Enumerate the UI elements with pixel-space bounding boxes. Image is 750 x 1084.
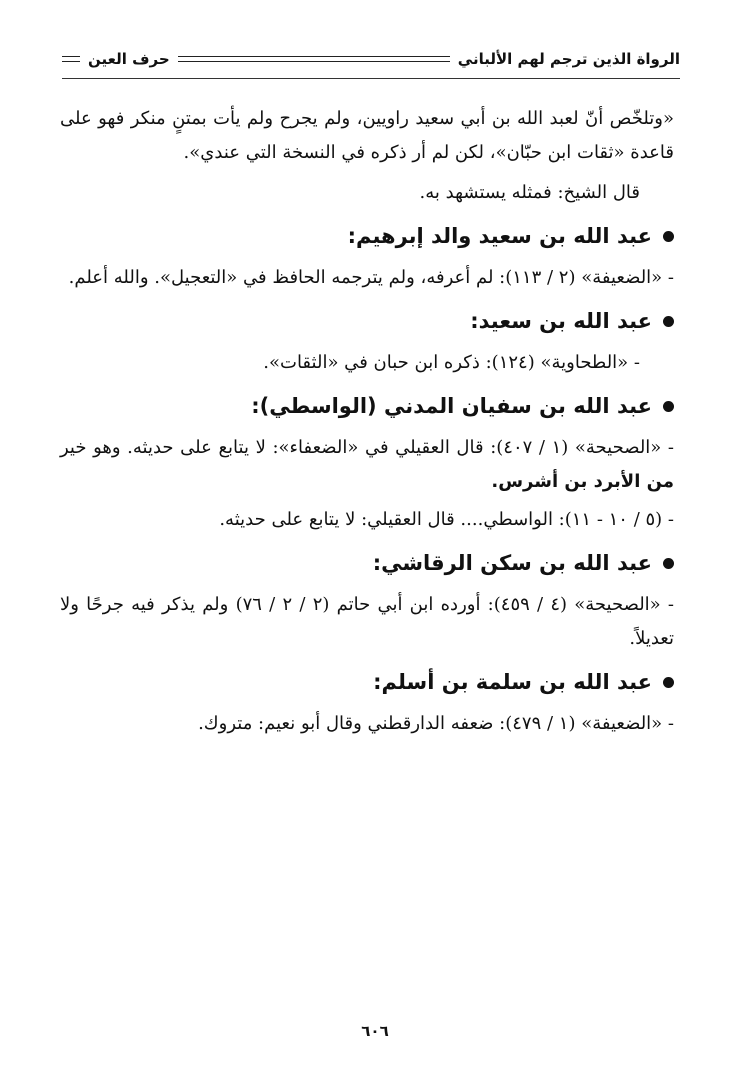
page-body <box>60 102 674 741</box>
entry-heading <box>60 546 674 580</box>
bullet-icon <box>663 231 674 242</box>
entry-line <box>60 431 674 499</box>
book-title: الرواة الذين ترجم لهم الألباني <box>457 50 680 68</box>
bullet-icon <box>663 316 674 327</box>
narrator-name: عبد الله بن سعيد والد إبرهيم: <box>347 224 652 248</box>
entry-heading <box>60 389 674 423</box>
header-tail-rule <box>62 56 80 62</box>
bullet-icon <box>663 401 674 412</box>
page-number: ٦٠٦ <box>361 1022 389 1040</box>
entry-line: - «الضعيفة» (١ / ٤٧٩): ضعفه الدارقطني وقال أبو نعيم: متروك. <box>198 713 674 734</box>
narrator-name: عبد الله بن سلمة بن أسلم: <box>373 670 652 694</box>
header-divider <box>62 78 680 79</box>
entry-line: - «الطحاوية» (١٢٤): ذكره ابن حبان في «الثقات». <box>263 352 640 373</box>
entry-line-text: - «الصحيحة» (١ / ٤٠٧): قال العقيلي في «الضعفاء»: لا يتابع على حديثه. وهو خير <box>60 437 674 458</box>
running-header <box>62 44 680 74</box>
sheikh-note: قال الشيخ: فمثله يستشهد به. <box>419 182 640 203</box>
bullet-icon <box>663 558 674 569</box>
entry-heading <box>60 304 674 338</box>
header-double-rule <box>178 56 450 62</box>
entry-line: - (٥ / ١٠ - ١١): الواسطي.... قال العقيلي: لا يتابع على حديثه. <box>219 509 674 530</box>
intro-quote: «وتلخّص أنّ لعبد الله بن أبي سعيد راويين، ولم يجرح ولم يأت بمتنٍ منكر فهو على قاعدة «ثقات ابن حبّان»، لكن لم أر ذكره في النسخة التي عندي». <box>60 108 674 163</box>
entry-line: - «الصحيحة» (٤ / ٤٥٩): أورده ابن أبي حاتم (٢ / ٢ / ٧٦) ولم يذكر فيه جرحًا ولا تعديلاً. <box>60 594 675 649</box>
narrator-name: عبد الله بن سفيان المدني (الواسطي): <box>251 394 652 418</box>
entry-line: - «الضعيفة» (٢ / ١١٣): لم أعرفه، ولم يترجمه الحافظ في «التعجيل». والله أعلم. <box>68 267 674 288</box>
narrator-name: عبد الله بن سكن الرقاشي: <box>372 551 652 575</box>
bullet-icon <box>663 677 674 688</box>
section-title: حرف العين <box>88 50 170 68</box>
entry-heading <box>60 665 674 699</box>
entry-bold-tail: من الأبرد بن أشرس. <box>491 471 674 492</box>
entry-heading <box>60 219 674 253</box>
narrator-name: عبد الله بن سعيد: <box>470 309 652 333</box>
